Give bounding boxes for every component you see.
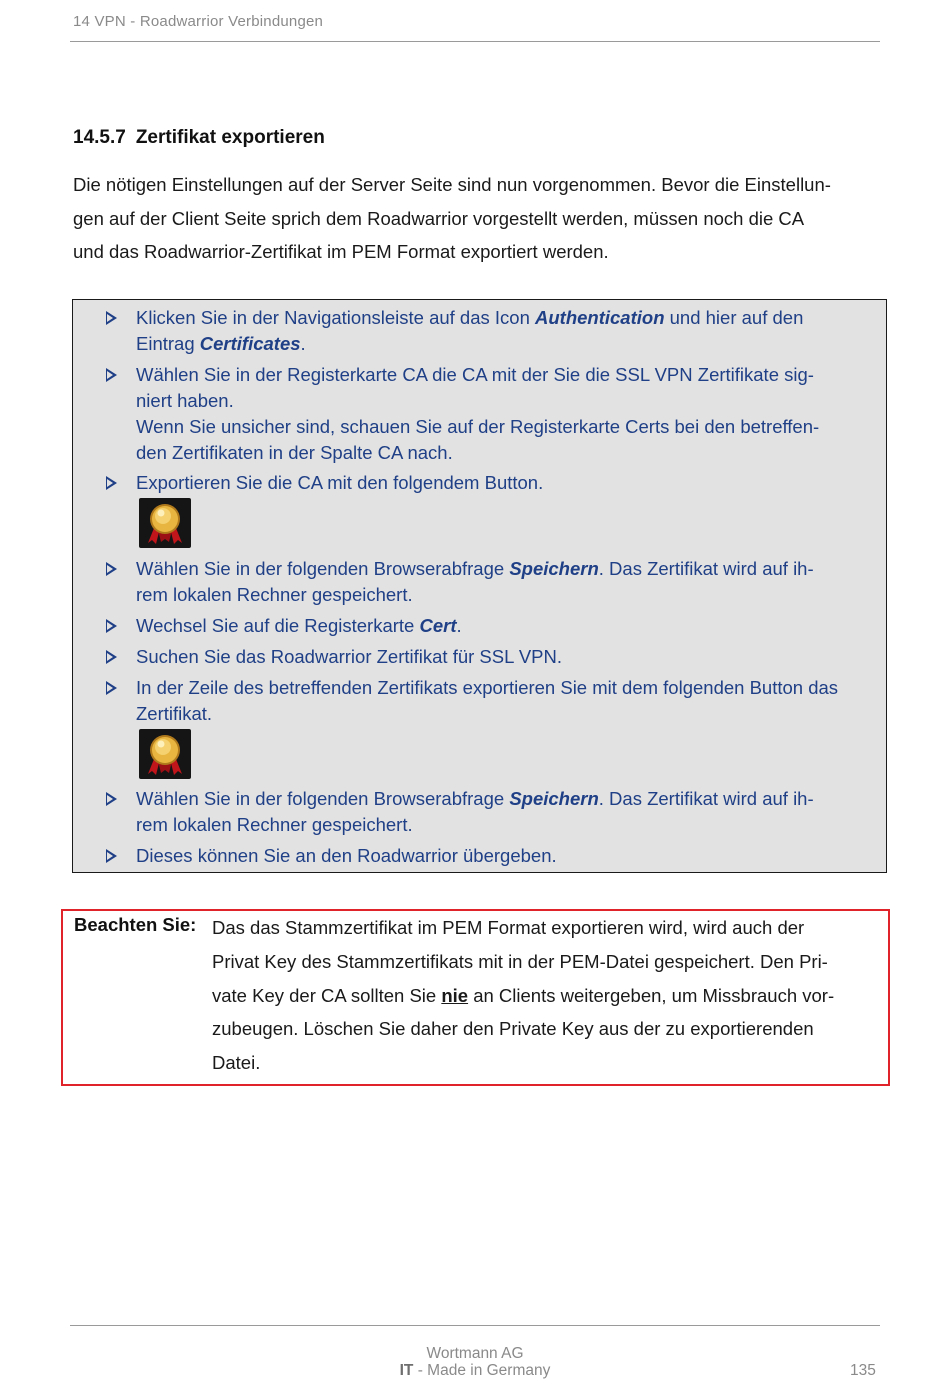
ui-term-speichern: Speichern	[509, 788, 599, 809]
bullet-arrow-icon	[106, 562, 117, 576]
certificate-medal-icon	[139, 498, 191, 548]
step-text: und hier auf den	[664, 307, 804, 328]
step-text: rem lokalen Rechner gespeichert.	[136, 814, 413, 835]
intro-paragraph	[73, 168, 883, 269]
step-text: .	[300, 333, 306, 354]
instruction-steps-box	[72, 299, 887, 873]
intro-line: und das Roadwarrior-Zertifikat im PEM Format exportiert werden.	[73, 241, 609, 262]
ui-term-speichern: Speichern	[509, 558, 599, 579]
certificate-medal-icon	[139, 729, 191, 779]
step-text: Zertifikat.	[136, 703, 213, 724]
ui-term-certificates: Certificates	[199, 333, 301, 354]
note-line: vate Key der CA sollten Sie	[212, 984, 442, 1006]
footer-divider	[70, 1325, 880, 1326]
note-line: Privat Key des Stammzertifikats mit in der PEM-Datei gespeichert. Den Pri-	[212, 950, 828, 972]
step-text: Eintrag	[136, 333, 200, 354]
warning-note-box	[61, 909, 890, 1086]
intro-line: Die nötigen Einstellungen auf der Server Seite sind nun vorgenommen. Bevor die Einstellun-	[73, 174, 831, 195]
bullet-arrow-icon	[106, 681, 117, 695]
step-text: Wählen Sie in der folgenden Browserabfrage	[136, 558, 510, 579]
running-header: 14 VPN - Roadwarrior Verbindungen	[73, 13, 324, 30]
step-text: Klicken Sie in der Navigationsleiste auf das Icon	[136, 307, 535, 328]
footer-company: Wortmann AG	[426, 1345, 524, 1362]
bullet-arrow-icon	[106, 368, 117, 382]
section-number: 14.5.7	[73, 127, 126, 148]
note-line: zubeugen. Löschen Sie daher den Private Key aus der zu exportierenden	[212, 1018, 814, 1040]
bullet-arrow-icon	[106, 792, 117, 806]
bullet-arrow-icon	[106, 311, 117, 325]
section-title: Zertifikat exportieren	[135, 127, 325, 148]
emphasis-never: nie	[441, 984, 469, 1006]
ui-term-authentication: Authentication	[535, 307, 665, 328]
step-text: Exportieren Sie die CA mit den folgendem Button.	[136, 472, 544, 493]
note-line: Das das Stammzertifikat im PEM Format exportieren wird, wird auch der	[212, 917, 805, 938]
export-ca-button[interactable]	[139, 498, 191, 548]
step-text: den Zertifikaten in der Spalte CA nach.	[136, 442, 453, 463]
section-heading	[73, 127, 325, 149]
step-text: Suchen Sie das Roadwarrior Zertifikat für SSL VPN.	[136, 646, 563, 667]
ui-term-cert: Cert	[419, 615, 457, 636]
step-text: Wenn Sie unsicher sind, schauen Sie auf der Registerkarte Certs bei den betreffen-	[136, 416, 820, 437]
step-text: . Das Zertifikat wird auf ih-	[598, 558, 814, 579]
step-text: rem lokalen Rechner gespeichert.	[136, 584, 413, 605]
step-text: niert haben.	[136, 390, 234, 411]
step-text: Wechsel Sie auf die Registerkarte	[136, 615, 420, 636]
step-text: Wählen Sie in der folgenden Browserabfrage	[136, 788, 510, 809]
step-text: Wählen Sie in der Registerkarte CA die CA mit der Sie die SSL VPN Zertifikate sig-	[136, 364, 814, 385]
export-certificate-button[interactable]	[139, 729, 191, 779]
bullet-arrow-icon	[106, 849, 117, 863]
footer-tagline-bold: IT	[399, 1362, 414, 1379]
bullet-arrow-icon	[106, 619, 117, 633]
page-number: 135	[850, 1362, 876, 1379]
note-line: Datei.	[212, 1052, 261, 1074]
footer-tagline-text: - Made in Germany	[413, 1362, 551, 1379]
note-line: an Clients weitergeben, um Missbrauch vor-	[468, 984, 835, 1006]
step-text: Dieses können Sie an den Roadwarrior übergeben.	[136, 845, 557, 866]
footer-tagline	[0, 1362, 950, 1380]
intro-line: gen auf der Client Seite sprich dem Roadwarrior vorgestellt werden, müssen noch die CA	[73, 207, 805, 229]
note-label: Beachten Sie:	[74, 914, 197, 935]
bullet-arrow-icon	[106, 650, 117, 664]
step-text: . Das Zertifikat wird auf ih-	[598, 788, 814, 809]
header-divider	[70, 41, 880, 42]
bullet-arrow-icon	[106, 476, 117, 490]
step-text: In der Zeile des betreffenden Zertifikats exportieren Sie mit dem folgenden Button das	[136, 677, 839, 698]
step-text: .	[456, 615, 462, 636]
note-text	[212, 911, 834, 1080]
